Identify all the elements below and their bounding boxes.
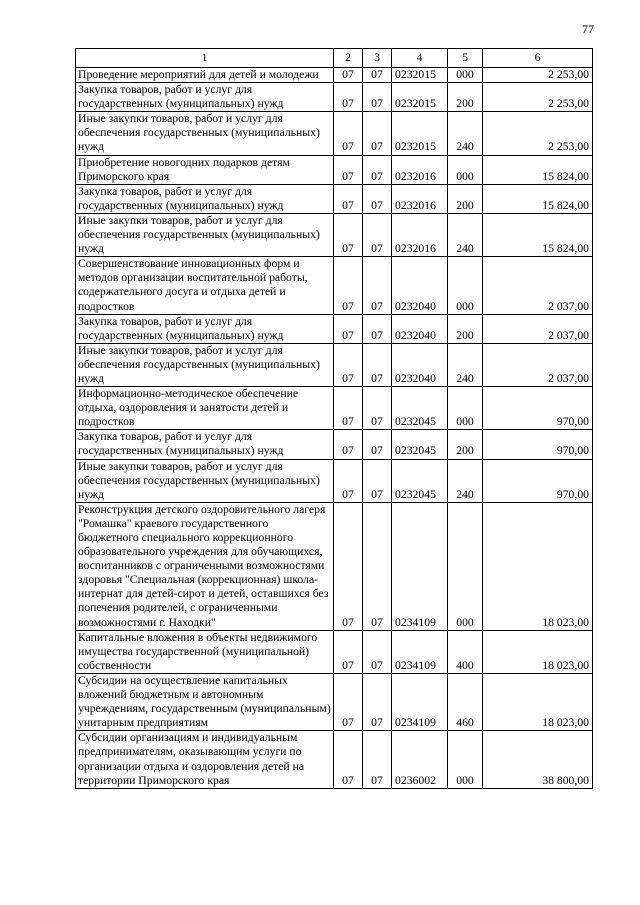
row-name: Совершенствование инновационных форм и методов организации воспитательной работы, содержательного досуга и отдыха детей и подростков [76, 257, 334, 314]
expense-type-code: 000 [448, 257, 483, 314]
table-row [76, 112, 593, 155]
section-code: 07 [334, 430, 363, 459]
section-code: 07 [334, 387, 363, 430]
subsection-code: 07 [363, 213, 392, 256]
amount: 38 800,00 [483, 731, 593, 788]
target-article-code: 0234109 [392, 630, 448, 673]
section-code: 07 [334, 68, 363, 83]
row-name: Реконструкция детского оздоровительного лагеря "Ромашка" краевого государственного бюджетного специального коррекционного образовательного учреждения для обучающихся, воспитанников с ограниченными возможностями здоровья "Специальная (коррекционная) школа-интернат для детей-сирот и детей, оставшихся без попечения родителей, с ограниченными возможностями г. Находки" [76, 502, 334, 630]
target-article-code: 0234109 [392, 673, 448, 730]
row-name: Иные закупки товаров, работ и услуг для обеспечения государственных (муниципальных) нужд [76, 213, 334, 256]
expense-type-code: 000 [448, 502, 483, 630]
table-row [76, 83, 593, 112]
expense-type-code: 240 [448, 343, 483, 386]
expense-type-code: 200 [448, 314, 483, 343]
table-row [76, 502, 593, 630]
row-name: Иные закупки товаров, работ и услуг для обеспечения государственных (муниципальных) нужд [76, 112, 334, 155]
expense-type-code: 200 [448, 430, 483, 459]
page-number: 77 [582, 22, 594, 36]
target-article-code: 0232045 [392, 430, 448, 459]
expense-type-code: 200 [448, 184, 483, 213]
row-name: Капитальные вложения в объекты недвижимого имущества государственной (муниципальной) собственности [76, 630, 334, 673]
target-article-code: 0232016 [392, 213, 448, 256]
section-code: 07 [334, 83, 363, 112]
row-name: Субсидии на осуществление капитальных вложений бюджетным и автономным учреждениям, государственным (муниципальным) унитарным предприятиям [76, 673, 334, 730]
subsection-code: 07 [363, 112, 392, 155]
target-article-code: 0232015 [392, 112, 448, 155]
amount: 15 824,00 [483, 155, 593, 184]
table-row [76, 68, 593, 83]
subsection-code: 07 [363, 83, 392, 112]
subsection-code: 07 [363, 387, 392, 430]
subsection-code: 07 [363, 257, 392, 314]
section-code: 07 [334, 112, 363, 155]
expense-type-code: 240 [448, 213, 483, 256]
amount: 18 023,00 [483, 630, 593, 673]
table-row [76, 459, 593, 502]
subsection-code: 07 [363, 155, 392, 184]
table-row [76, 314, 593, 343]
row-name: Субсидии организациям и индивидуальным предпринимателям, оказывающим услуги по организации отдыха и оздоровления детей на территории Приморского края [76, 731, 334, 788]
target-article-code: 0232040 [392, 314, 448, 343]
subsection-code: 07 [363, 430, 392, 459]
expense-type-code: 240 [448, 112, 483, 155]
table-row [76, 343, 593, 386]
subsection-code: 07 [363, 314, 392, 343]
header-cell: 1 [76, 49, 334, 68]
amount: 2 037,00 [483, 314, 593, 343]
row-name: Приобретение новогодних подарков детям Приморского края [76, 155, 334, 184]
row-name: Иные закупки товаров, работ и услуг для обеспечения государственных (муниципальных) нужд [76, 343, 334, 386]
amount: 2 037,00 [483, 343, 593, 386]
amount: 970,00 [483, 387, 593, 430]
row-name: Иные закупки товаров, работ и услуг для обеспечения государственных (муниципальных) нужд [76, 459, 334, 502]
table-row [76, 155, 593, 184]
expense-type-code: 000 [448, 731, 483, 788]
amount: 2 253,00 [483, 83, 593, 112]
expense-type-code: 000 [448, 387, 483, 430]
subsection-code: 07 [363, 459, 392, 502]
expense-type-code: 460 [448, 673, 483, 730]
amount: 18 023,00 [483, 502, 593, 630]
table-header-row [76, 49, 593, 68]
section-code: 07 [334, 155, 363, 184]
subsection-code: 07 [363, 673, 392, 730]
section-code: 07 [334, 502, 363, 630]
target-article-code: 0232015 [392, 83, 448, 112]
header-cell: 5 [448, 49, 483, 68]
table-row [76, 213, 593, 256]
section-code: 07 [334, 184, 363, 213]
budget-table [75, 48, 593, 789]
subsection-code: 07 [363, 731, 392, 788]
target-article-code: 0232040 [392, 257, 448, 314]
table-row [76, 731, 593, 788]
target-article-code: 0232045 [392, 459, 448, 502]
expense-type-code: 400 [448, 630, 483, 673]
row-name: Проведение мероприятий для детей и молодежи [76, 68, 334, 83]
table-row [76, 673, 593, 730]
row-name: Закупка товаров, работ и услуг для государственных (муниципальных) нужд [76, 314, 334, 343]
subsection-code: 07 [363, 343, 392, 386]
row-name: Закупка товаров, работ и услуг для государственных (муниципальных) нужд [76, 184, 334, 213]
header-cell: 3 [363, 49, 392, 68]
subsection-code: 07 [363, 184, 392, 213]
amount: 970,00 [483, 459, 593, 502]
target-article-code: 0234109 [392, 502, 448, 630]
section-code: 07 [334, 731, 363, 788]
row-name: Закупка товаров, работ и услуг для государственных (муниципальных) нужд [76, 430, 334, 459]
section-code: 07 [334, 459, 363, 502]
section-code: 07 [334, 314, 363, 343]
subsection-code: 07 [363, 68, 392, 83]
table-row [76, 630, 593, 673]
table-row [76, 430, 593, 459]
target-article-code: 0236002 [392, 731, 448, 788]
section-code: 07 [334, 213, 363, 256]
header-cell: 4 [392, 49, 448, 68]
target-article-code: 0232040 [392, 343, 448, 386]
table-row [76, 257, 593, 314]
amount: 18 023,00 [483, 673, 593, 730]
table-row [76, 387, 593, 430]
expense-type-code: 200 [448, 83, 483, 112]
target-article-code: 0232016 [392, 155, 448, 184]
amount: 970,00 [483, 430, 593, 459]
target-article-code: 0232015 [392, 68, 448, 83]
section-code: 07 [334, 673, 363, 730]
amount: 2 037,00 [483, 257, 593, 314]
row-name: Закупка товаров, работ и услуг для государственных (муниципальных) нужд [76, 83, 334, 112]
section-code: 07 [334, 343, 363, 386]
section-code: 07 [334, 257, 363, 314]
target-article-code: 0232045 [392, 387, 448, 430]
table-row [76, 184, 593, 213]
amount: 2 253,00 [483, 112, 593, 155]
expense-type-code: 000 [448, 155, 483, 184]
amount: 15 824,00 [483, 184, 593, 213]
expense-type-code: 000 [448, 68, 483, 83]
amount: 2 253,00 [483, 68, 593, 83]
subsection-code: 07 [363, 630, 392, 673]
section-code: 07 [334, 630, 363, 673]
header-cell: 2 [334, 49, 363, 68]
target-article-code: 0232016 [392, 184, 448, 213]
expense-type-code: 240 [448, 459, 483, 502]
subsection-code: 07 [363, 502, 392, 630]
header-cell: 6 [483, 49, 593, 68]
row-name: Информационно-методическое обеспечение отдыха, оздоровления и занятости детей и подростков [76, 387, 334, 430]
amount: 15 824,00 [483, 213, 593, 256]
